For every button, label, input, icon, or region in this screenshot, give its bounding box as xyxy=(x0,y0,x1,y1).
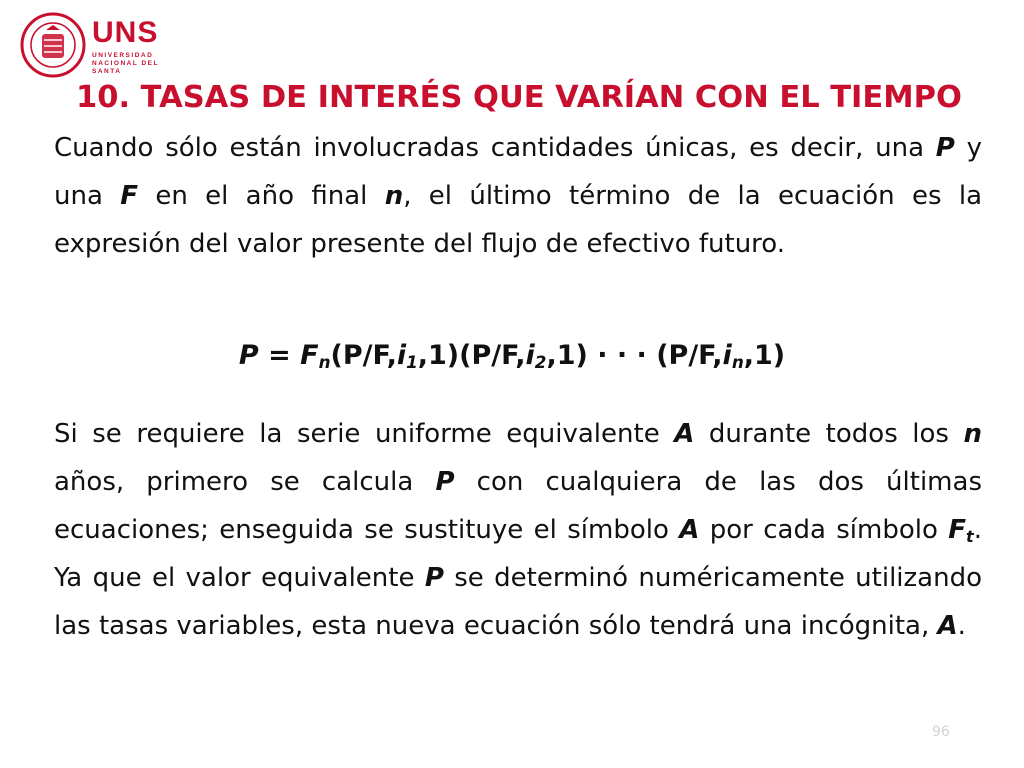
university-seal-icon xyxy=(20,12,86,78)
paragraph-intro: Cuando sólo están involucradas cantidades únicas, es decir, una P y una F en el año final n, el último término de la ecuación es la expresión del valor presente del flujo de efectivo futuro. xyxy=(54,133,983,259)
page-number: 96 xyxy=(932,724,950,740)
paragraph-uniform-series: Si se requiere la serie uniforme equivalente A durante todos los n años, primero se calcula P con cualquiera de las dos últimas ecuaciones; enseguida se sustituye el símbolo A por cada símbolo $F_t$. Ya que el valor equivalente P se determinó numéricamente utilizando las tasas variables, esta nueva ecuación sólo tendrá una incógnita, A. xyxy=(54,419,982,641)
slide-title: 10. TASAS DE INTERÉS QUE VARÍAN CON EL TIEMPO xyxy=(76,80,962,115)
logo-subtitle: UNIVERSIDAD NACIONAL DEL SANTA xyxy=(92,52,159,75)
logo-wordmark: UNS xyxy=(92,16,159,49)
university-logo xyxy=(20,12,170,88)
equation-present-value: $P = F_n(P/F,i_1,1)(P/F,i_2,1)$ · · · $(P/F,i_n,1)$ xyxy=(238,340,786,373)
